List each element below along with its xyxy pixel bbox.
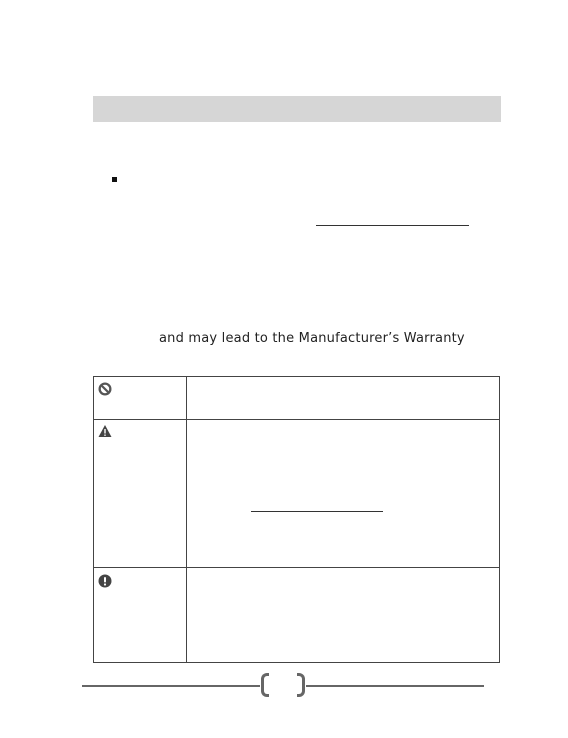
warranty-text: and may lead to the Manufacturer’s Warranty: [159, 331, 465, 346]
page-number-bracket-left: [261, 673, 269, 697]
page-number-bracket-right: [297, 673, 305, 697]
table-row-divider: [94, 567, 499, 568]
bullet-marker: [112, 177, 117, 182]
notice-table: [93, 376, 500, 663]
caution-exclamation-icon: [98, 574, 112, 588]
prohibited-icon: [98, 382, 112, 396]
footer-rule-left: [82, 685, 260, 687]
table-row-divider: [94, 419, 499, 420]
warning-triangle-icon: [98, 424, 112, 438]
footer-rule-right: [306, 685, 484, 687]
section-header-bar: [93, 96, 501, 122]
link-underline[interactable]: [316, 225, 469, 226]
link-underline[interactable]: [251, 511, 383, 512]
